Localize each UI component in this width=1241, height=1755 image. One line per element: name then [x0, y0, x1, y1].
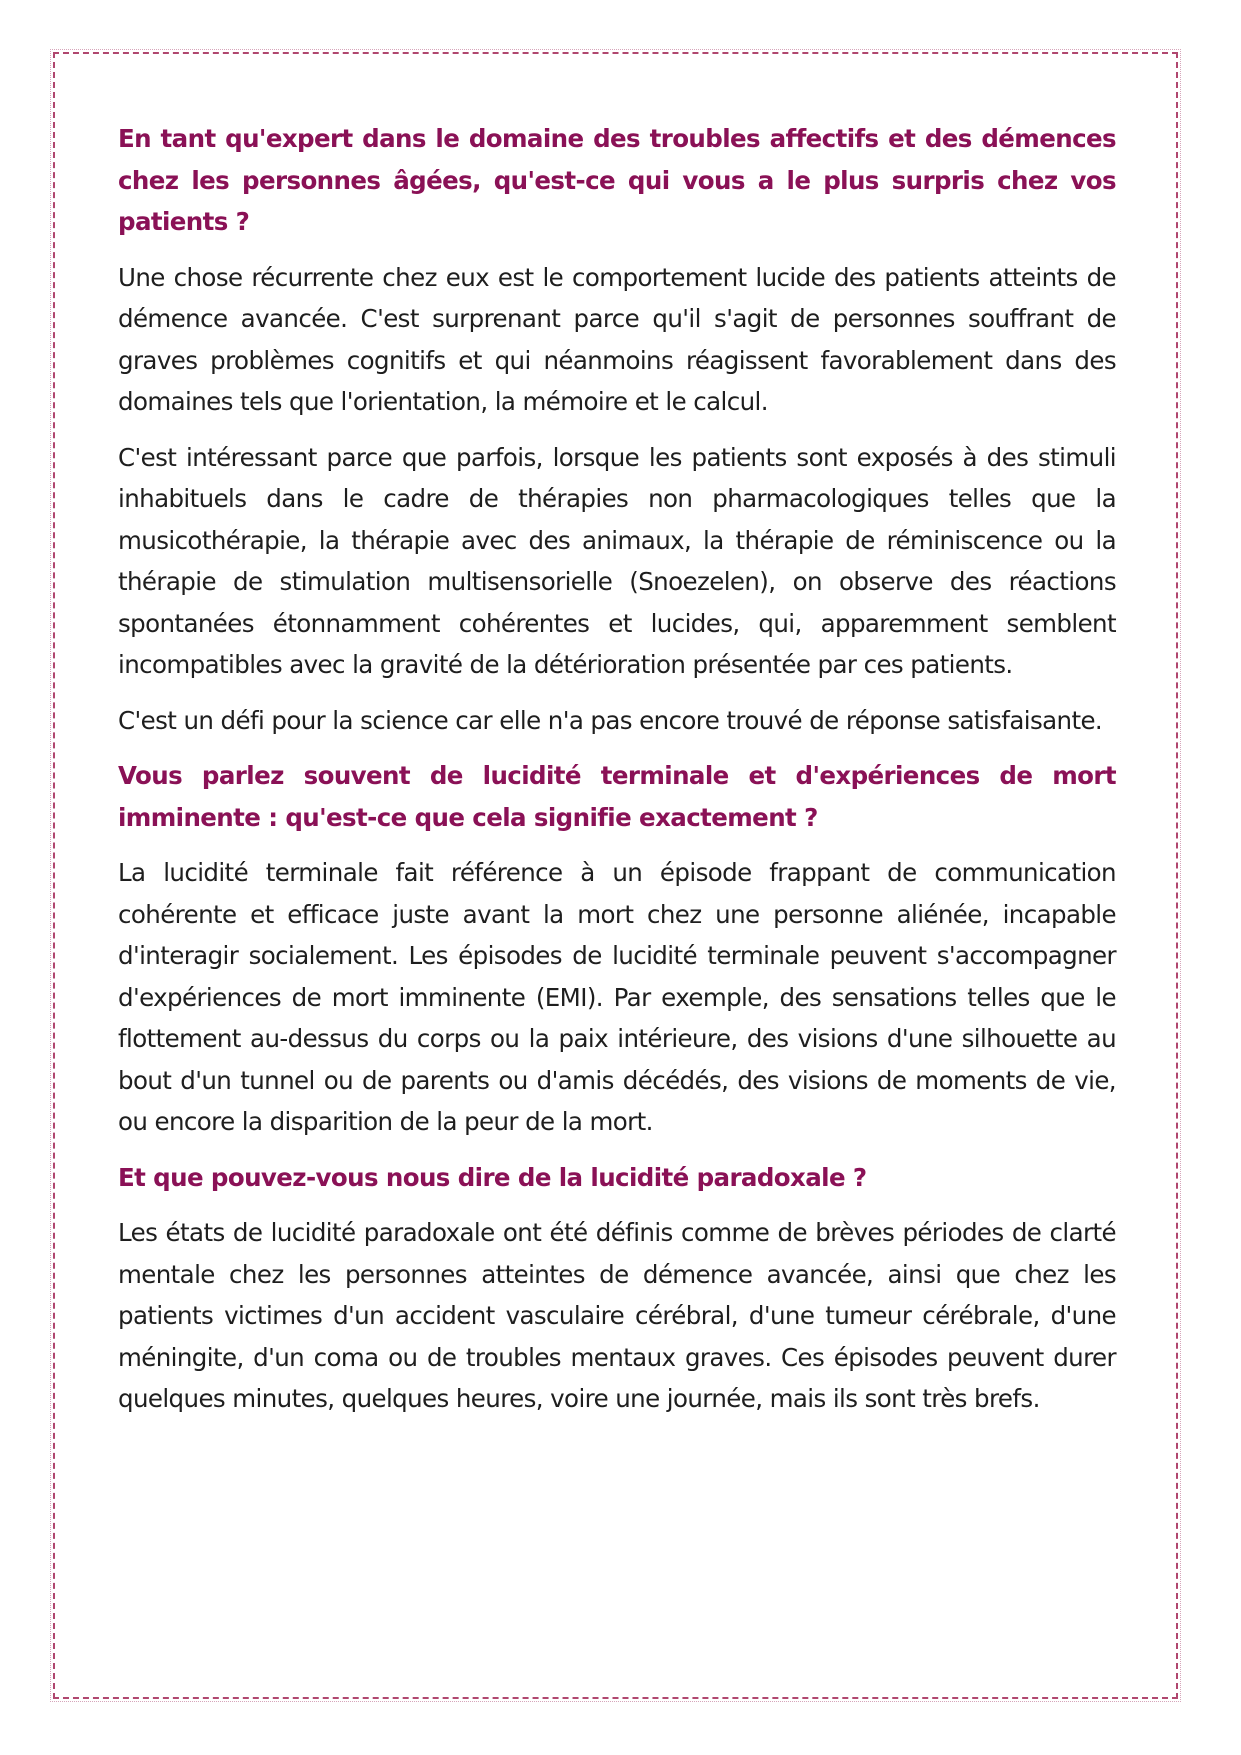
question-heading: Et que pouvez-vous nous dire de la lucidité paradoxale ? [118, 1162, 867, 1192]
question-heading: Vous parlez souvent de lucidité terminale et d'expériences de mort imminente : qu'est-ce que cela signifie exactement ? [118, 761, 1116, 832]
answer-paragraph: C'est un défi pour la science car elle n'a pas encore trouvé de réponse satisfaisante. [118, 705, 1103, 735]
document-body [118, 118, 1116, 1434]
question-heading: En tant qu'expert dans le domaine des troubles affectifs et des démences chez les personnes âgées, qu'est-ce qui vous a le plus surpris chez vos patients ? [118, 124, 1116, 236]
answer-paragraph: La lucidité terminale fait référence à un épisode frappant de communication cohérente et efficace juste avant la mort chez une personne aliénée, incapable d'interagir socialement. Les épisodes de lucidité terminale peuvent s'accompagner d'expériences de mort imminente (EMI). Par exemple, des sensations telles que le flottement au-dessus du corps ou la paix intérieure, des visions d'une silhouette au bout d'un tunnel ou de parents ou d'amis décédés, des visions de moments de vie, ou encore la disparition de la peur de la mort. [118, 858, 1116, 1136]
answer-paragraph: C'est intéressant parce que parfois, lorsque les patients sont exposés à des stimuli inhabituels dans le cadre de thérapies non pharmacologiques telles que la musicothérapie, la thérapie avec des animaux, la thérapie de réminiscence ou la thérapie de stimulation multisensorielle (Snoezelen), on observe des réactions spontanées étonnamment cohérentes et lucides, qui, apparemment semblent incompatibles avec la gravité de la détérioration présentée par ces patients. [118, 442, 1116, 679]
answer-paragraph: Les états de lucidité paradoxale ont été définis comme de brèves périodes de clarté mentale chez les personnes atteintes de démence avancée, ainsi que chez les patients victimes d'un accident vasculaire cérébral, d'une tumeur cérébrale, d'une méningite, d'un coma ou de troubles mentaux graves. Ces épisodes peuvent durer quelques minutes, quelques heures, voire une journée, mais ils sont très brefs. [118, 1218, 1116, 1413]
answer-paragraph: Une chose récurrente chez eux est le comportement lucide des patients atteints de démence avancée. C'est surprenant parce qu'il s'agit de personnes souffrant de graves problèmes cognitifs et qui néanmoins réagissent favorablement dans des domaines tels que l'orientation, la mémoire et le calcul. [118, 262, 1116, 416]
